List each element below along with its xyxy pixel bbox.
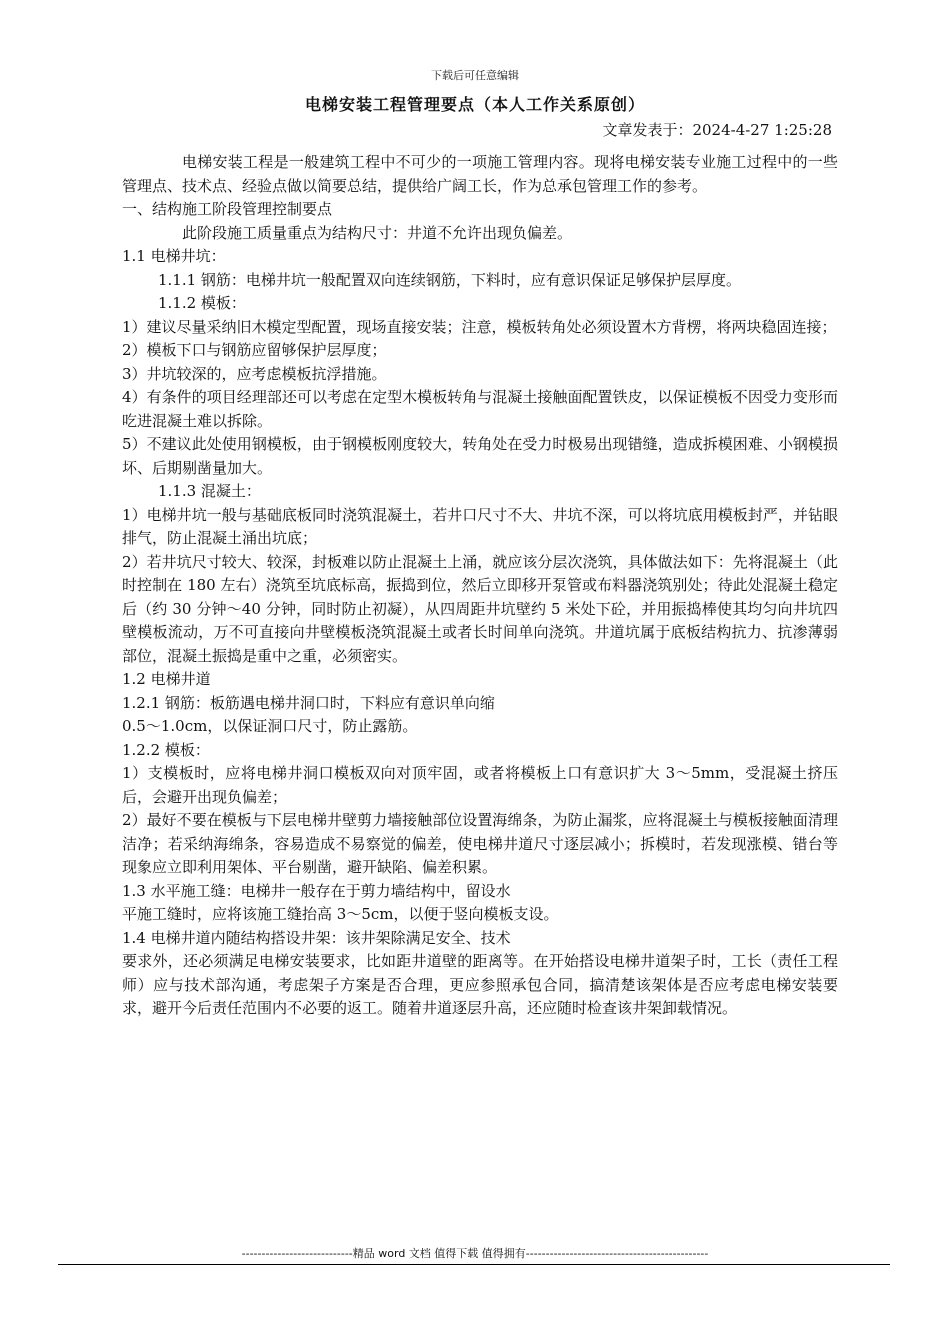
paragraph: 平施工缝时，应将该施工缝抬高 3～5cm，以便于竖向模板支设。 [122, 905, 559, 923]
paragraph: 1.1 电梯井坑： [122, 247, 226, 265]
document-body [122, 151, 838, 1021]
paragraph: 0.5～1.0cm，以保证洞口尺寸，防止露筋。 [122, 717, 418, 735]
header-note: 下载后可任意编辑 [431, 69, 519, 82]
paragraph: 要求外，还必须满足电梯安装要求，比如距井道壁的距离等。在开始搭设电梯井道架子时，工长（责任工程师）应与技术部沟通，考虑架子方案是否合理，更应参照承包合同，搞清楚该架体是否应考虑电梯安装要求，避开今后责任范围内不必要的返工。随着井道逐层升高，还应随时检查该井架卸载情况。 [122, 952, 838, 1017]
paragraph: 1）建议尽量采纳旧木模定型配置，现场直接安装；注意，模板转角处必须设置木方背楞，将两块稳固连接； [122, 317, 837, 336]
paragraph: 4）有条件的项目经理部还可以考虑在定型木模板转角与混凝土接触面配置铁皮，以保证模板不因受力变形而吃进混凝土难以拆除。 [122, 388, 838, 430]
paragraph: 2）模板下口与钢筋应留够保护层厚度； [122, 341, 387, 359]
paragraph: 1）电梯井坑一般与基础底板同时浇筑混凝土，若井口尺寸不大、井坑不深，可以将坑底用模板封严，并钻眼排气，防止混凝土涌出坑底； [122, 505, 838, 547]
paragraph: 1）支模板时，应将电梯井洞口模板双向对顶牢固，或者将模板上口有意识扩大 3～5mm，受混凝土挤压后，会避开出现负偏差； [122, 764, 838, 806]
paragraph: 3）井坑较深的，应考虑模板抗浮措施。 [122, 364, 387, 383]
paragraph: 此阶段施工质量重点为结构尺寸：井道不允许出现负偏差。 [182, 223, 573, 242]
paragraph: 1.2.1 钢筋：板筋遇电梯井洞口时，下料应有意识单向缩 [122, 693, 495, 712]
paragraph: 2）若井坑尺寸较大、较深，封板难以防止混凝土上涌，就应该分层次浇筑，具体做法如下：先将混凝土（此时控制在 180 左右）浇筑至坑底标高，振捣到位，然后立即移开泵管或布料器浇筑别处；待此处混凝土稳定后（约 30 分钟～40 分钟，同时防止初凝），从四周距井坑壁约 5 米处下砼，并用振捣棒使其均匀向井坑四壁模板流动，万不可直接向井壁模板浇筑混凝土或者长时间单向浇筑。井道坑属于底板结构抗力、抗渗薄弱部位，混凝土振捣是重中之重，必须密实。 [122, 552, 838, 665]
paragraph: 5）不建议此处使用钢模板，由于钢模板刚度较大，转角处在受力时极易出现错缝，造成拆模困难、小钢模损坏、后期剔凿量加大。 [122, 435, 838, 477]
paragraph: 1.2 电梯井道 [122, 670, 211, 688]
paragraph: 1.2.2 模板： [122, 740, 210, 759]
paragraph: 1.1.3 混凝土： [158, 482, 261, 500]
footer-note: ----------------------------精品 word 文档 值得下载 值得拥有---------------------------------------------- [241, 1247, 709, 1260]
paragraph: 电梯安装工程是一般建筑工程中不可少的一项施工管理内容。现将电梯安装专业施工过程中的一些管理点、技术点、经验点做以简要总结，提供给广阔工长，作为总承包管理工作的参考。 [122, 153, 838, 195]
paragraph: 1.1.2 模板： [158, 294, 246, 312]
document-title: 电梯安装工程管理要点（本人工作关系原创） [304, 95, 645, 114]
paragraph: 1.1.1 钢筋：电梯井坑一般配置双向连续钢筋，下料时，应有意识保证足够保护层厚度。 [158, 270, 741, 289]
publish-date: 文章发表于：2024-4-27 1:25:28 [602, 121, 832, 139]
footer-rule [58, 1264, 890, 1265]
paragraph: 2）最好不要在模板与下层电梯井壁剪力墙接触部位设置海绵条，为防止漏浆，应将混凝土与模板接触面清理洁净；若采纳海绵条，容易造成不易察觉的偏差，使电梯井道尺寸逐层减小；拆模时，若发现涨模、错台等现象应立即利用架体、平台剔凿，避开缺陷、偏差积累。 [122, 811, 838, 876]
paragraph: 1.3 水平施工缝：电梯井一般存在于剪力墙结构中，留设水 [122, 881, 511, 900]
paragraph: 一、结构施工阶段管理控制要点 [122, 200, 333, 218]
paragraph: 1.4 电梯井道内随结构搭设井架：该井架除满足安全、技术 [122, 928, 511, 947]
